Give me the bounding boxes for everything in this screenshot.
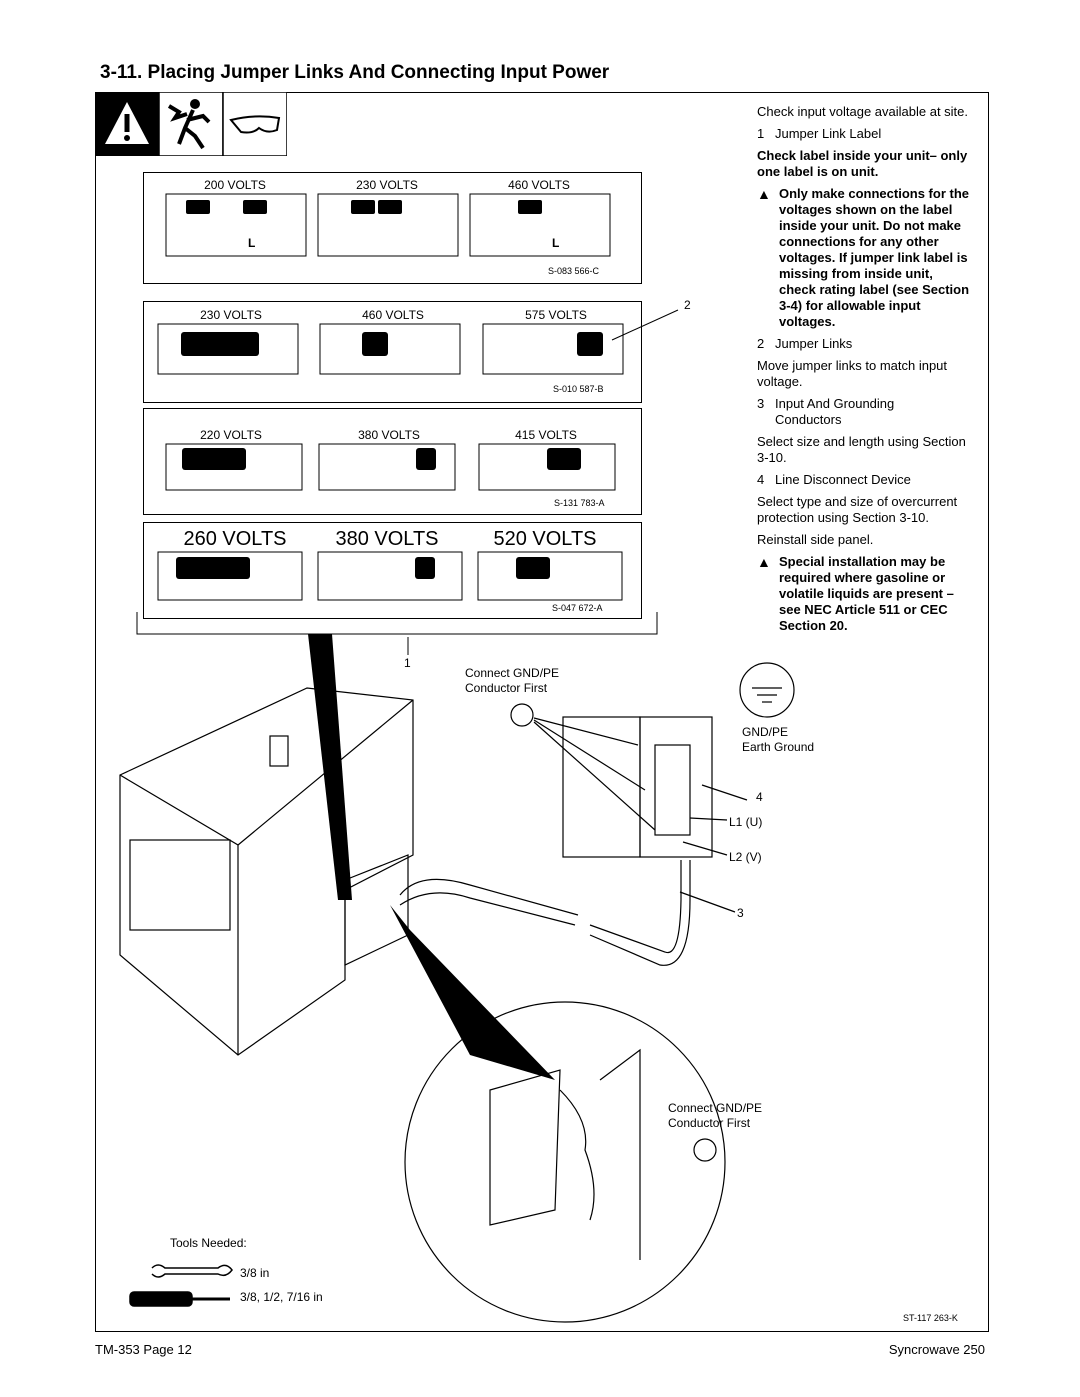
connect-gnd-top: Connect GND/PE Conductor First <box>465 666 560 695</box>
label3-code: S-131 783-A <box>554 498 605 508</box>
label4-volts-b: 380 VOLTS <box>335 528 439 550</box>
label4-code: S-047 672-A <box>552 603 603 613</box>
select-type-text: Select type and size of overcurrent protection using Section 3-10. <box>757 494 958 525</box>
l2-label: L2 (V) <box>729 850 762 864</box>
tools-heading: Tools Needed: <box>170 1236 247 1250</box>
label2-volts-b: 460 VOLTS <box>362 308 424 322</box>
callout-3: 3 <box>737 906 744 920</box>
callout-1: 1 <box>404 656 411 670</box>
connect-gnd-bottom: Connect GND/PE Conductor First <box>668 1101 763 1130</box>
label3-volts-c: 415 VOLTS <box>515 428 577 442</box>
earth-ground-label: Earth Ground <box>742 740 815 754</box>
page-title: 3-11. Placing Jumper Links And Connecting Input Power <box>100 62 610 83</box>
warning-bullet-icon: ▲ <box>757 186 771 202</box>
item-3: 3 Input And Grounding Conductors <box>757 396 895 427</box>
label2-code: S-010 587-B <box>553 384 604 394</box>
label1-code: S-083 566-C <box>548 266 600 276</box>
label1-volts-b: 230 VOLTS <box>356 178 418 192</box>
side-column <box>757 104 970 640</box>
check-label-text: Check label inside your unit– only one label is on unit. <box>757 148 968 179</box>
item-2: 2 Jumper Links <box>757 336 853 351</box>
warning-1: ▲ Only make connections for the voltages shown on the label inside your unit. Do not make connections for any other voltages. If jumper link label is missing from inside unit, check rating label (see Section 3-4) for allowable input voltages. <box>757 186 970 329</box>
gnd-pe-label: GND/PE <box>742 725 789 739</box>
label3-volts-b: 380 VOLTS <box>358 428 420 442</box>
label2-volts-a: 230 VOLTS <box>200 308 262 322</box>
footer-right: Syncrowave 250 <box>888 1342 985 1357</box>
figure-code: ST-117 263-K <box>903 1313 958 1323</box>
tool-driver-size: 3/8, 1/2, 7/16 in <box>240 1290 323 1304</box>
terminal-l-row2: L <box>552 236 560 250</box>
item-4: 4 Line Disconnect Device <box>757 472 911 487</box>
reinstall-text: Reinstall side panel. <box>757 532 874 547</box>
label2-volts-c: 575 VOLTS <box>525 308 587 322</box>
move-links-text: Move jumper links to match input voltage. <box>757 358 948 389</box>
tool-wrench-size: 3/8 in <box>240 1266 270 1280</box>
item-1: 1 Jumper Link Label <box>757 126 882 141</box>
callout-4: 4 <box>756 790 763 804</box>
warning-2: ▲ Special installation may be required where gasoline or volatile liquids are present – see NEC Article 511 or CEC Section 20. <box>757 554 954 633</box>
callout-2: 2 <box>684 298 691 312</box>
warning-bullet-icon: ▲ <box>757 554 771 570</box>
terminal-l-row1: L <box>248 236 256 250</box>
label4-volts-c: 520 VOLTS <box>493 528 597 550</box>
label1-volts-a: 200 VOLTS <box>204 178 266 192</box>
footer-left: TM-353 Page 12 <box>95 1342 192 1357</box>
check-voltage-text: Check input voltage available at site. <box>757 104 969 119</box>
label1-volts-c: 460 VOLTS <box>508 178 570 192</box>
label3-volts-a: 220 VOLTS <box>200 428 262 442</box>
label4-volts-a: 260 VOLTS <box>183 528 287 550</box>
select-size-text: Select size and length using Section 3-10. <box>757 434 966 465</box>
l1-label: L1 (U) <box>729 815 763 829</box>
